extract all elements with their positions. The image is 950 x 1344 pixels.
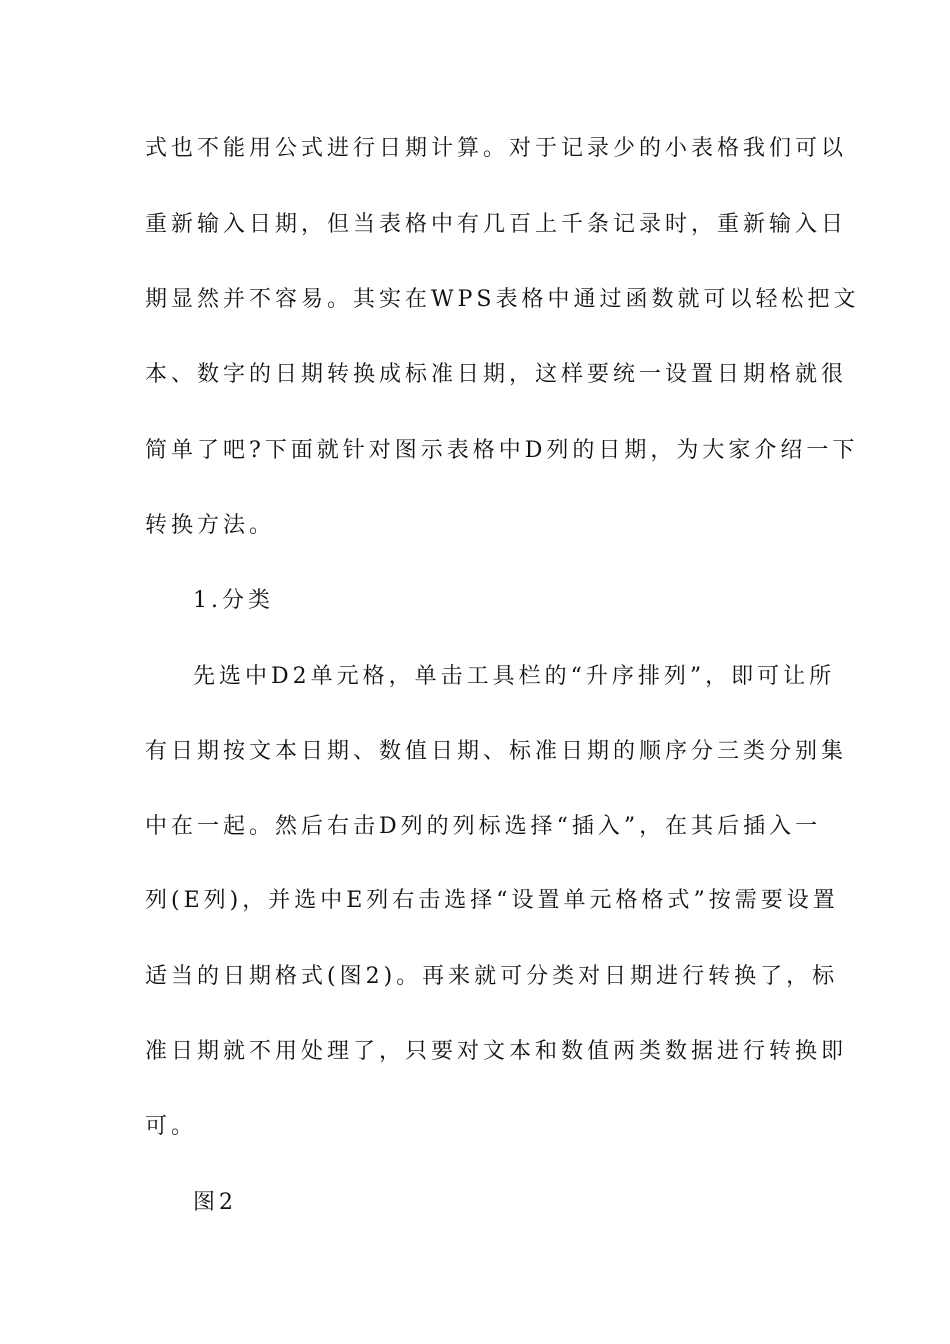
- paragraph-line: 转换方法。: [145, 513, 276, 538]
- paragraph-line: 期显然并不容易。其实在WPS表格中通过函数就可以轻松把文: [145, 287, 860, 312]
- paragraph-line: 有日期按文本日期、数值日期、标准日期的顺序分三类分别集: [145, 739, 848, 764]
- paragraph-line: 适当的日期格式(图2)。再来就可分类对日期进行转换了，标: [145, 964, 839, 989]
- paragraph-line: 列(E列)，并选中E列右击选择“设置单元格格式”按需要设置: [145, 888, 839, 913]
- paragraph-line: 中在一起。然后右击D列的列标选择“插入”，在其后插入一: [145, 814, 822, 839]
- paragraph-line: 简单了吧?下面就针对图示表格中D列的日期，为大家介绍一下: [145, 438, 859, 463]
- paragraph-line: 式也不能用公式进行日期计算。对于记录少的小表格我们可以: [145, 136, 848, 161]
- section-heading: 1.分类: [193, 588, 274, 613]
- paragraph-line: 先选中D2单元格，单击工具栏的“升序排列”，即可让所: [193, 664, 836, 689]
- figure-caption: 图2: [193, 1190, 237, 1215]
- paragraph-line: 重新输入日期，但当表格中有几百上千条记录时，重新输入日: [145, 212, 848, 237]
- paragraph-line: 准日期就不用处理了，只要对文本和数值两类数据进行转换即: [145, 1039, 848, 1064]
- paragraph-line: 本、数字的日期转换成标准日期，这样要统一设置日期格就很: [145, 362, 848, 387]
- paragraph-line: 可。: [145, 1114, 198, 1139]
